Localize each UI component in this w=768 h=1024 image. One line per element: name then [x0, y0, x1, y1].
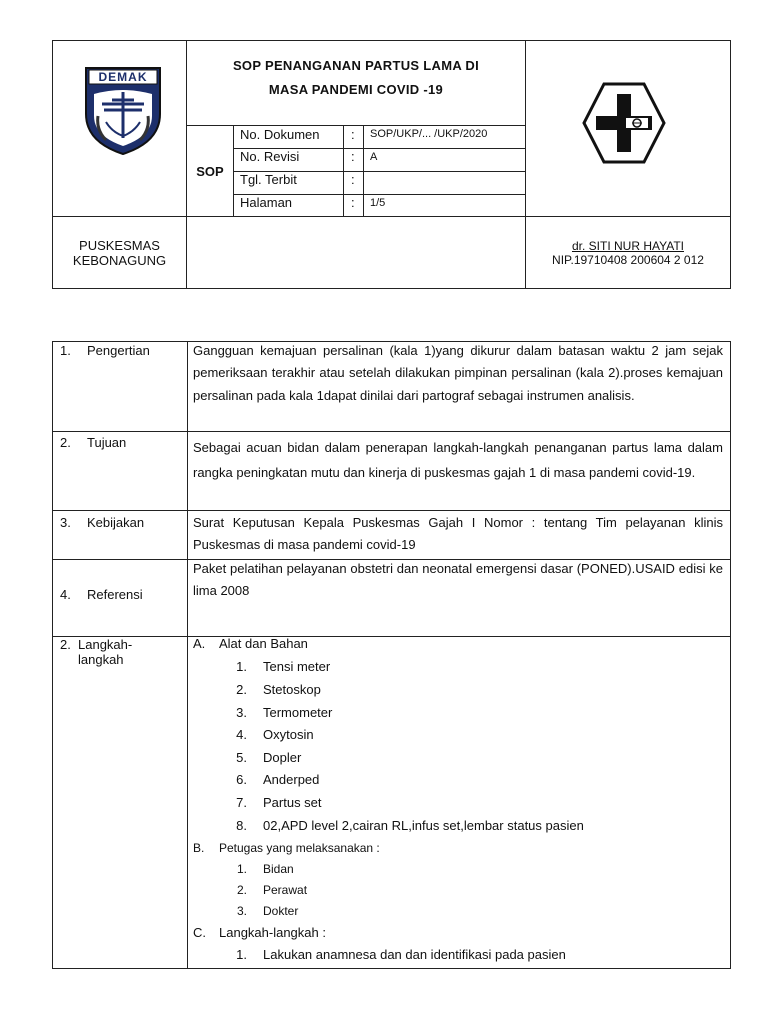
- signer-name: dr. SITI NUR HAYATI: [571, 238, 684, 253]
- meta-sep-rev: :: [351, 149, 355, 164]
- row-label-line-2: langkah: [78, 652, 124, 667]
- row-label-langkah: [60, 637, 133, 667]
- row-label-tujuan: [60, 435, 127, 450]
- row-label-pengertian: [60, 343, 150, 358]
- item-number: 2.: [236, 883, 247, 897]
- meta-value-rev: A: [370, 151, 378, 163]
- list-item: Anderped: [263, 772, 320, 787]
- row-text-referensi: Paket pelatihan pelayanan obstetri dan neonatal emergensi dasar (PONED).USAID edisi ke lima 2008: [193, 561, 723, 599]
- row-text-pengertian: Gangguan kemajuan persalinan (kala 1)yang dikurur dalam batasan waktu 2 jam sejak pemeriksaan terakhir atau setelah dilakukan pimpinan persalinan (kala 2).proses kemajuan persalinan pada kala 1dapat dinilai dari partograf sebagai instrumen analisis.: [193, 343, 723, 403]
- list-item: Perawat: [263, 883, 308, 897]
- row-number: 2.: [60, 435, 71, 450]
- meta-sep-page: :: [351, 195, 355, 210]
- item-number: 4.: [236, 727, 247, 742]
- item-number: 1.: [236, 947, 247, 962]
- item-number: 1.: [236, 659, 247, 674]
- list-item: Dokter: [263, 904, 299, 918]
- list-item: 02,APD level 2,cairan RL,infus set,lembar status pasien: [263, 818, 584, 833]
- meta-label-page: Halaman: [240, 195, 293, 210]
- group-b-title: Petugas yang melaksanakan :: [219, 841, 380, 855]
- row-number: 1.: [60, 343, 71, 358]
- list-item: Partus set: [263, 795, 322, 810]
- item-number: 1.: [236, 862, 247, 876]
- title-line-1: SOP PENANGANAN PARTUS LAMA DI: [232, 58, 480, 73]
- list-item: Oxytosin: [263, 727, 314, 742]
- row-number: 4.: [60, 587, 71, 602]
- row-label-text: Referensi: [87, 587, 143, 602]
- list-item: Termometer: [263, 705, 333, 720]
- group-b-letter: B.: [193, 841, 205, 855]
- row-text-kebijakan: Surat Keputusan Kepala Puskesmas Gajah I Nomor : tentang Tim pelayanan klinis Puskesmas di masa pandemi covid-19: [193, 515, 723, 553]
- meta-value-doc: SOP/UKP/... /UKP/2020: [370, 128, 488, 140]
- row-label-text: Tujuan: [87, 435, 127, 450]
- row-label-text: Pengertian: [87, 343, 150, 358]
- list-item: Tensi meter: [263, 659, 331, 674]
- row-number: 3.: [60, 515, 71, 530]
- meta-value-page: 1/5: [370, 197, 386, 209]
- org-line-2: KEBONAGUNG: [72, 252, 167, 268]
- signer-block: [526, 217, 730, 288]
- list-item: Lakukan anamnesa dan dan identifikasi pada pasien: [263, 947, 566, 962]
- list-item: Stetoskop: [263, 682, 321, 697]
- row-text-tujuan: Sebagai acuan bidan dalam penerapan langkah-langkah penanganan partus lama dalam rangka peningkatan mutu dan kinerja di puskesmas gajah 1 di masa pandemi covid-19.: [193, 440, 723, 480]
- list-item: Bidan: [263, 862, 294, 876]
- row-label-text: Kebijakan: [87, 515, 145, 530]
- org-name: [53, 217, 186, 288]
- row-label-kebijakan: [60, 515, 145, 530]
- group-c-letter: C.: [193, 925, 206, 940]
- item-number: 6.: [236, 772, 247, 787]
- logo-text: DEMAK: [98, 70, 148, 84]
- puskesmas-logo: [582, 82, 666, 164]
- item-number: 5.: [236, 750, 247, 765]
- meta-label-date: Tgl. Terbit: [240, 172, 297, 187]
- org-line-1: PUSKESMAS: [79, 237, 160, 253]
- group-c-title: Langkah-langkah :: [219, 925, 326, 940]
- meta-sep-date: :: [351, 172, 355, 187]
- title-line-2: MASA PANDEMI COVID -19: [268, 82, 444, 97]
- item-number: 3.: [236, 904, 247, 918]
- group-a-letter: A.: [193, 636, 206, 651]
- list-item: Dopler: [263, 750, 302, 765]
- group-a-title: Alat dan Bahan: [219, 636, 308, 651]
- row-number: 2.: [60, 637, 71, 652]
- item-number: 8.: [236, 818, 247, 833]
- meta-sep-doc: :: [351, 127, 355, 142]
- demak-logo: [82, 64, 164, 156]
- signer-nip: NIP.19710408 200604 2 012: [552, 252, 704, 267]
- meta-label-rev: No. Revisi: [240, 149, 300, 164]
- item-number: 3.: [236, 705, 247, 720]
- meta-label-doc: No. Dokumen: [240, 127, 320, 142]
- document-title: [187, 52, 525, 104]
- sop-label: SOP: [196, 163, 224, 179]
- row-label-referensi: [60, 587, 143, 602]
- item-number: 7.: [236, 795, 247, 810]
- item-number: 2.: [236, 682, 247, 697]
- row-label-line-1: Langkah-: [78, 637, 133, 652]
